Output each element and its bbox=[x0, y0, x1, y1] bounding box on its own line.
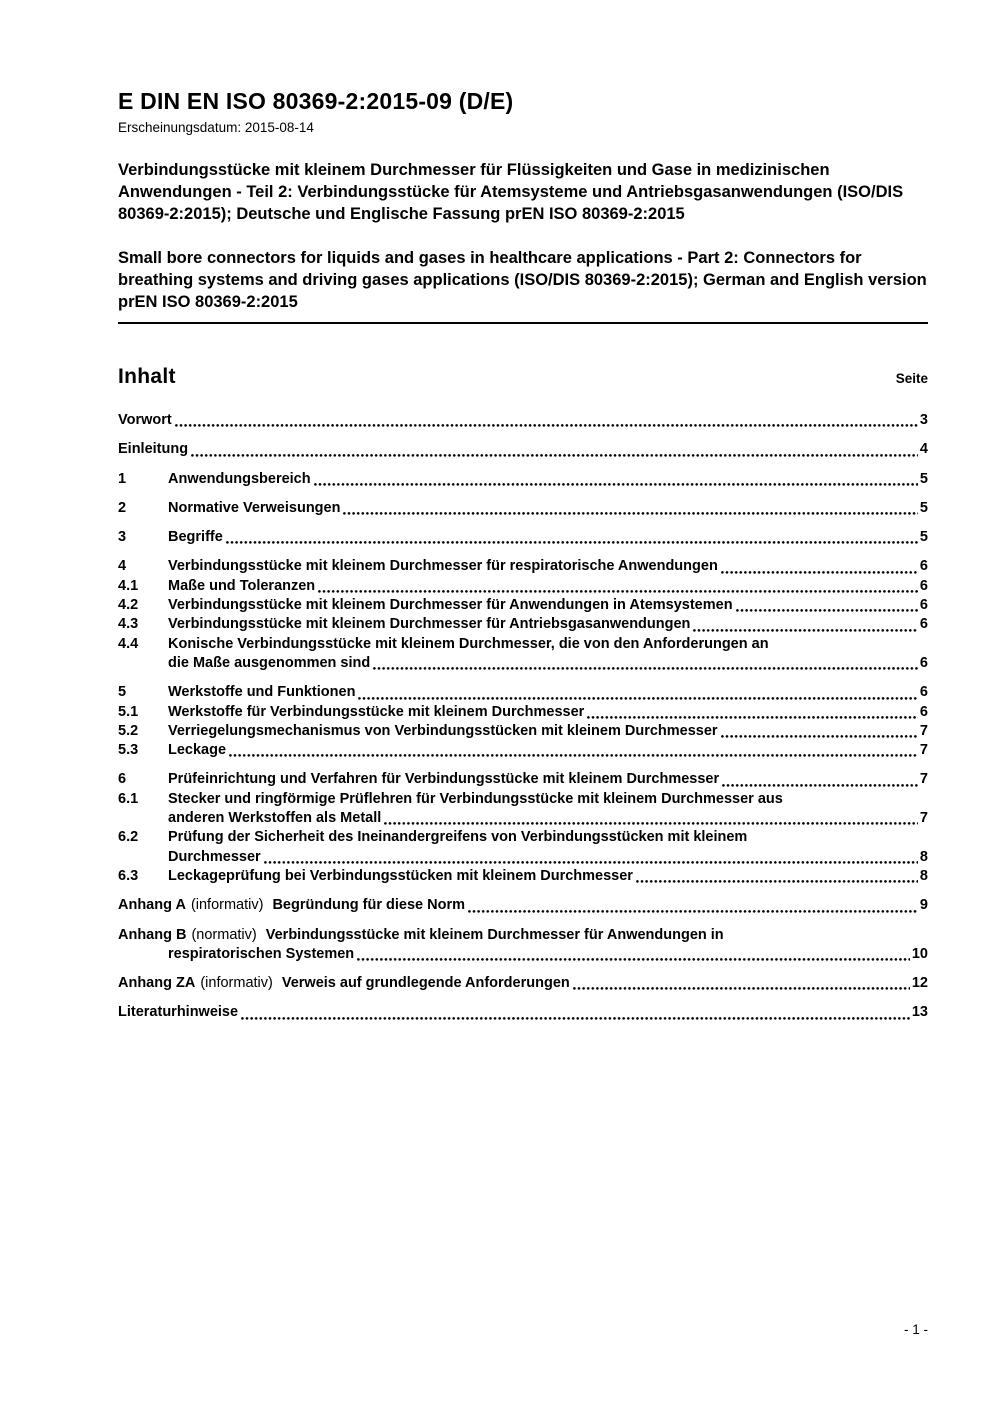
toc-section-number: 5.1 bbox=[118, 703, 139, 720]
toc-section-number: 4.2 bbox=[118, 597, 139, 614]
toc-entry-line bbox=[118, 828, 928, 847]
toc-page-number: 7 bbox=[919, 810, 928, 827]
toc-entry-title: anderen Werkstoffen als Metall bbox=[168, 810, 382, 827]
toc-entry-line bbox=[118, 683, 928, 702]
toc-entry bbox=[118, 557, 928, 576]
toc-entry bbox=[118, 596, 928, 615]
toc-entry bbox=[118, 703, 928, 722]
toc-page-number: 7 bbox=[919, 742, 928, 759]
toc-entry-line bbox=[118, 926, 928, 945]
toc-entry-title: Begründung für diese Norm bbox=[272, 897, 465, 914]
toc-entry-title: Verweis auf grundlegende Anforderungen bbox=[281, 975, 570, 992]
toc-entry-line bbox=[118, 440, 928, 459]
toc-entry-line bbox=[118, 703, 928, 722]
toc-entry bbox=[118, 867, 928, 886]
document-number-title: E DIN EN ISO 80369-2:2015-09 (D/E) bbox=[118, 88, 514, 114]
toc-leader-dots bbox=[721, 571, 918, 574]
toc-leader-dots bbox=[358, 697, 917, 700]
toc-entry-line bbox=[118, 722, 928, 741]
toc-leader-dots bbox=[693, 629, 918, 632]
toc-entry bbox=[118, 722, 928, 741]
toc-annex-qualifier: (informativ) bbox=[190, 897, 264, 914]
toc-entry-continuation-line bbox=[118, 945, 928, 964]
toc-page-number: 8 bbox=[919, 848, 928, 865]
toc-entry-line bbox=[118, 635, 928, 654]
toc-entry bbox=[118, 828, 928, 867]
toc-list bbox=[118, 411, 928, 1023]
toc-entry bbox=[118, 926, 928, 965]
toc-entry bbox=[118, 440, 928, 459]
toc-page-number: 7 bbox=[919, 771, 928, 788]
toc-page-number: 10 bbox=[911, 945, 928, 962]
toc-leader-dots bbox=[229, 754, 918, 757]
toc-leader-dots bbox=[384, 822, 918, 825]
toc-entry bbox=[118, 615, 928, 634]
toc-annex-prefix: Anhang ZA bbox=[118, 975, 196, 992]
toc-section-number: 5.3 bbox=[118, 742, 139, 759]
toc-annex-qualifier: (normativ) bbox=[191, 926, 257, 943]
toc-leader-dots bbox=[175, 424, 918, 427]
toc-leader-dots bbox=[636, 880, 918, 883]
toc-page-number: 3 bbox=[919, 412, 928, 428]
toc-entry-title: Konische Verbindungsstücke mit kleinem Durchmesser, die von den Anforderungen an bbox=[168, 635, 769, 652]
toc-section-number: 6.3 bbox=[118, 867, 139, 884]
toc-entry-line bbox=[118, 528, 928, 547]
toc-entry-line bbox=[118, 867, 928, 886]
toc-entry bbox=[118, 896, 928, 915]
toc-entry-title: Stecker und ringförmige Prüflehren für Verbindungsstücke mit kleinem Durchmesser aus bbox=[168, 790, 783, 807]
footer-page-number: - 1 - bbox=[903, 1322, 928, 1337]
toc-entry-title: Prüfeinrichtung und Verfahren für Verbindungsstücke mit kleinem Durchmesser bbox=[168, 771, 720, 788]
toc-page-number: 12 bbox=[911, 975, 928, 992]
toc-section-number: 4.1 bbox=[118, 577, 139, 594]
publication-date: Erscheinungsdatum: 2015-08-14 bbox=[118, 120, 314, 135]
toc-entry-title: Verbindungsstücke mit kleinem Durchmesser für respiratorische Anwendungen bbox=[168, 558, 718, 575]
toc-entry-title: Prüfung der Sicherheit des Ineinandergreifens von Verbindungsstücken mit kleinem bbox=[168, 829, 748, 846]
toc-entry-continuation-line bbox=[118, 809, 928, 828]
toc-page-number: 13 bbox=[911, 1004, 928, 1021]
toc-annex-prefix: Anhang A bbox=[118, 897, 186, 914]
toc-entry-title: Anwendungsbereich bbox=[168, 470, 311, 487]
toc-annex-prefix: Anhang B bbox=[118, 926, 187, 943]
toc-page-number: 4 bbox=[919, 441, 928, 458]
toc-leader-dots bbox=[191, 454, 918, 457]
toc-page-number: 5 bbox=[919, 529, 928, 546]
toc-entry-title: Vorwort bbox=[118, 412, 172, 428]
toc-entry-title: Verriegelungsmechanismus von Verbindungsstücken mit kleinem Durchmesser bbox=[168, 722, 718, 739]
toc-entry-line bbox=[118, 790, 928, 809]
toc-leader-dots bbox=[241, 1017, 910, 1020]
toc-entry-title: die Maße ausgenommen sind bbox=[168, 654, 371, 671]
toc-section-number: 1 bbox=[118, 470, 127, 487]
toc-section-number: 3 bbox=[118, 529, 127, 546]
toc-entry-title: Durchmesser bbox=[168, 848, 261, 865]
toc-entry-title: Leckageprüfung bei Verbindungsstücken mit kleinem Durchmesser bbox=[168, 867, 633, 884]
toc-leader-dots bbox=[343, 512, 917, 515]
toc-page-number: 5 bbox=[919, 470, 928, 487]
toc-entry-line bbox=[118, 770, 928, 789]
toc-entry-line bbox=[118, 1003, 928, 1022]
toc-leader-dots bbox=[573, 987, 910, 990]
toc-heading: Inhalt bbox=[118, 365, 176, 388]
toc-page-column-label: Seite bbox=[895, 371, 928, 386]
toc-entry-title: Verbindungsstücke mit kleinem Durchmesser für Anwendungen in Atemsystemen bbox=[168, 597, 733, 614]
toc-leader-dots bbox=[721, 735, 918, 738]
toc-annex-qualifier: (informativ) bbox=[200, 975, 273, 992]
toc-page-number: 6 bbox=[919, 597, 928, 614]
toc-entry-title: Leckage bbox=[168, 742, 227, 759]
document-title-english: Small bore connectors for liquids and gases in healthcare applications - Part 2: Connectors for breathing systems and driving gases applications (ISO/DIS 80369-2:2015); German and English version prEN ISO 80369-2:2015 bbox=[118, 249, 927, 311]
toc-section-number: 2 bbox=[118, 499, 127, 516]
horizontal-divider bbox=[118, 322, 928, 324]
toc-entry bbox=[118, 741, 928, 760]
toc-entry bbox=[118, 528, 928, 547]
toc-leader-dots bbox=[357, 958, 910, 961]
toc-leader-dots bbox=[264, 861, 918, 864]
toc-section-number: 4 bbox=[118, 558, 127, 575]
toc-entry bbox=[118, 790, 928, 829]
toc-header bbox=[118, 365, 928, 389]
toc-entry-title: Verbindungsstücke mit kleinem Durchmesser für Antriebsgasanwendungen bbox=[168, 616, 691, 633]
toc-page-number: 6 bbox=[919, 616, 928, 633]
toc-section-number: 5.2 bbox=[118, 722, 139, 739]
toc-page-number: 8 bbox=[919, 867, 928, 884]
toc-section-number: 4.4 bbox=[118, 635, 139, 652]
toc-leader-dots bbox=[722, 784, 918, 787]
toc-page-number: 5 bbox=[919, 499, 928, 516]
toc-entry-line bbox=[118, 974, 928, 993]
toc-entry bbox=[118, 974, 928, 993]
toc-section-number: 6.1 bbox=[118, 790, 139, 807]
toc-page-number: 6 bbox=[919, 703, 928, 720]
toc-leader-dots bbox=[468, 910, 918, 913]
toc-entry-title: Begriffe bbox=[168, 529, 223, 546]
toc-entry bbox=[118, 1003, 928, 1022]
toc-leader-dots bbox=[318, 590, 918, 593]
toc-entry bbox=[118, 577, 928, 596]
toc-section-number: 5 bbox=[118, 684, 127, 701]
toc-entry bbox=[118, 683, 928, 702]
toc-entry-line bbox=[118, 577, 928, 596]
toc-entry-title: Einleitung bbox=[118, 441, 189, 458]
toc-entry-line bbox=[118, 411, 928, 430]
toc-entry-title: Normative Verweisungen bbox=[168, 499, 341, 516]
toc-section-number: 4.3 bbox=[118, 616, 139, 633]
toc-leader-dots bbox=[736, 609, 918, 612]
toc-section-number: 6 bbox=[118, 771, 127, 788]
toc-entry-title: Werkstoffe für Verbindungsstücke mit kleinem Durchmesser bbox=[168, 703, 585, 720]
toc-entry-title: respiratorischen Systemen bbox=[168, 945, 355, 962]
toc-entry-line bbox=[118, 896, 928, 915]
toc-entry bbox=[118, 470, 928, 489]
toc-leader-dots bbox=[226, 541, 918, 544]
toc-entry-continuation-line bbox=[118, 654, 928, 673]
toc-entry-line bbox=[118, 596, 928, 615]
toc-entry-continuation-line bbox=[118, 848, 928, 867]
toc-entry-title: Literaturhinweise bbox=[118, 1004, 239, 1021]
toc-entry bbox=[118, 635, 928, 674]
document-page bbox=[118, 0, 928, 1023]
toc-section-number: 6.2 bbox=[118, 829, 139, 846]
toc-leader-dots bbox=[373, 667, 918, 670]
toc-page-number: 7 bbox=[919, 722, 928, 739]
toc-entry-line bbox=[118, 741, 928, 760]
toc-entry bbox=[118, 499, 928, 518]
toc-page-number: 6 bbox=[919, 654, 928, 671]
toc-page-number: 6 bbox=[919, 684, 928, 701]
toc-entry-line bbox=[118, 557, 928, 576]
toc-entry-line bbox=[118, 499, 928, 518]
document-title-german: Verbindungsstücke mit kleinem Durchmesser für Flüssigkeiten und Gase in medizinischen Anwendungen - Teil 2: Verbindungsstücke für Atemsysteme und Antriebsgasanwendungen (ISO/DIS 80369-2:2015); Deutsche und Englische Fassung prEN ISO 80369-2:2015 bbox=[118, 161, 904, 223]
toc-page-number: 6 bbox=[919, 558, 928, 575]
toc-entry bbox=[118, 411, 928, 430]
toc-entry-title: Werkstoffe und Funktionen bbox=[168, 684, 356, 701]
toc-entry-title: Verbindungsstücke mit kleinem Durchmesser für Anwendungen in bbox=[265, 926, 724, 943]
toc-page-number: 9 bbox=[919, 897, 928, 914]
toc-entry bbox=[118, 770, 928, 789]
toc-leader-dots bbox=[314, 483, 918, 486]
toc-entry-line bbox=[118, 470, 928, 489]
toc-entry-title: Maße und Toleranzen bbox=[168, 577, 316, 594]
toc-entry-line bbox=[118, 615, 928, 634]
toc-page-number: 6 bbox=[919, 577, 928, 594]
toc-leader-dots bbox=[587, 716, 918, 719]
